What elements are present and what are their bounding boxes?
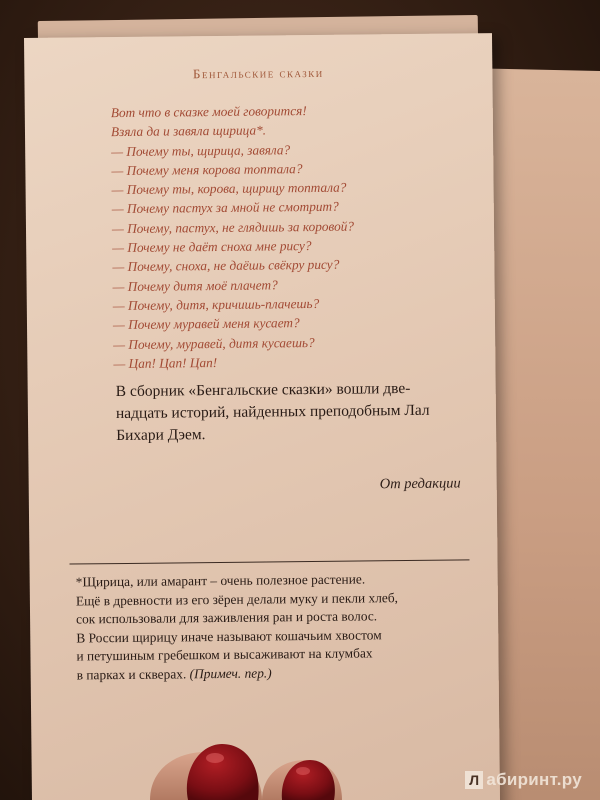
book-page — [24, 33, 500, 800]
poem-line: — Почему, сноха, не даёшь свёкру рису? — [112, 257, 340, 275]
footnote-divider — [70, 559, 470, 564]
footnote-last-text: в парках и скверах. — [76, 666, 187, 683]
poem-line: — Цап! Цап! Цап! — [113, 354, 218, 371]
footnote-line: и петушиным гребешком и высаживают на клумбах — [76, 645, 373, 664]
editor-signature: От редакции — [379, 475, 461, 493]
poem-line: — Почему, дитя, кричишь-плачешь? — [112, 295, 320, 314]
footnote — [76, 569, 489, 685]
poem-line: — Почему муравей меня кусает? — [112, 315, 300, 333]
footnote-line: сок использовали для заживления ран и роста волос. — [76, 608, 378, 627]
labirint-watermark — [465, 770, 582, 790]
poem-line: — Почему, муравей, дитя кусаешь? — [113, 334, 315, 352]
body-line: Бихари Дэем. — [116, 426, 206, 445]
poem-line: — Почему ты, корова, щирицу топтала? — [111, 179, 347, 198]
footnote-line: В России щирицу иначе называют кошачьим хвостом — [76, 627, 382, 646]
poem-line: — Почему не даёт сноха мне рису? — [112, 238, 312, 256]
poem — [111, 100, 454, 374]
poem-line: — Почему пастух за мной не смотрит? — [111, 199, 339, 217]
poem-line: — Почему, пастух, не глядишь за коровой? — [111, 218, 355, 236]
footnote-line-last — [77, 662, 489, 685]
footnote-line: *Щирица, или амарант – очень полезное растение. — [75, 571, 366, 590]
body-line: В сборник «Бенгальские сказки» вошли две- — [115, 379, 411, 401]
body-line: надцать историй, найденных преподобным Лал — [115, 401, 430, 423]
poem-line: Вот что в сказке моей говорится! — [110, 103, 307, 121]
footnote-line: Ещё в древности из его зёрен делали муку и пекли хлеб, — [75, 589, 399, 609]
poem-line: Взяла да и завяла щирица*. — [110, 122, 267, 140]
poem-line: — Почему ты, щирица, завяла? — [111, 141, 291, 159]
translator-note: (Примеч. пер.) — [189, 665, 272, 682]
poem-line: — Почему дитя моё плачет? — [112, 277, 278, 294]
watermark-text: абиринт.ру — [486, 770, 582, 789]
running-header: Бенгальские сказки — [192, 64, 324, 82]
poem-line: — Почему меня корова топтала? — [111, 160, 303, 178]
body-paragraph — [116, 377, 469, 447]
watermark-badge: Л — [465, 771, 483, 789]
